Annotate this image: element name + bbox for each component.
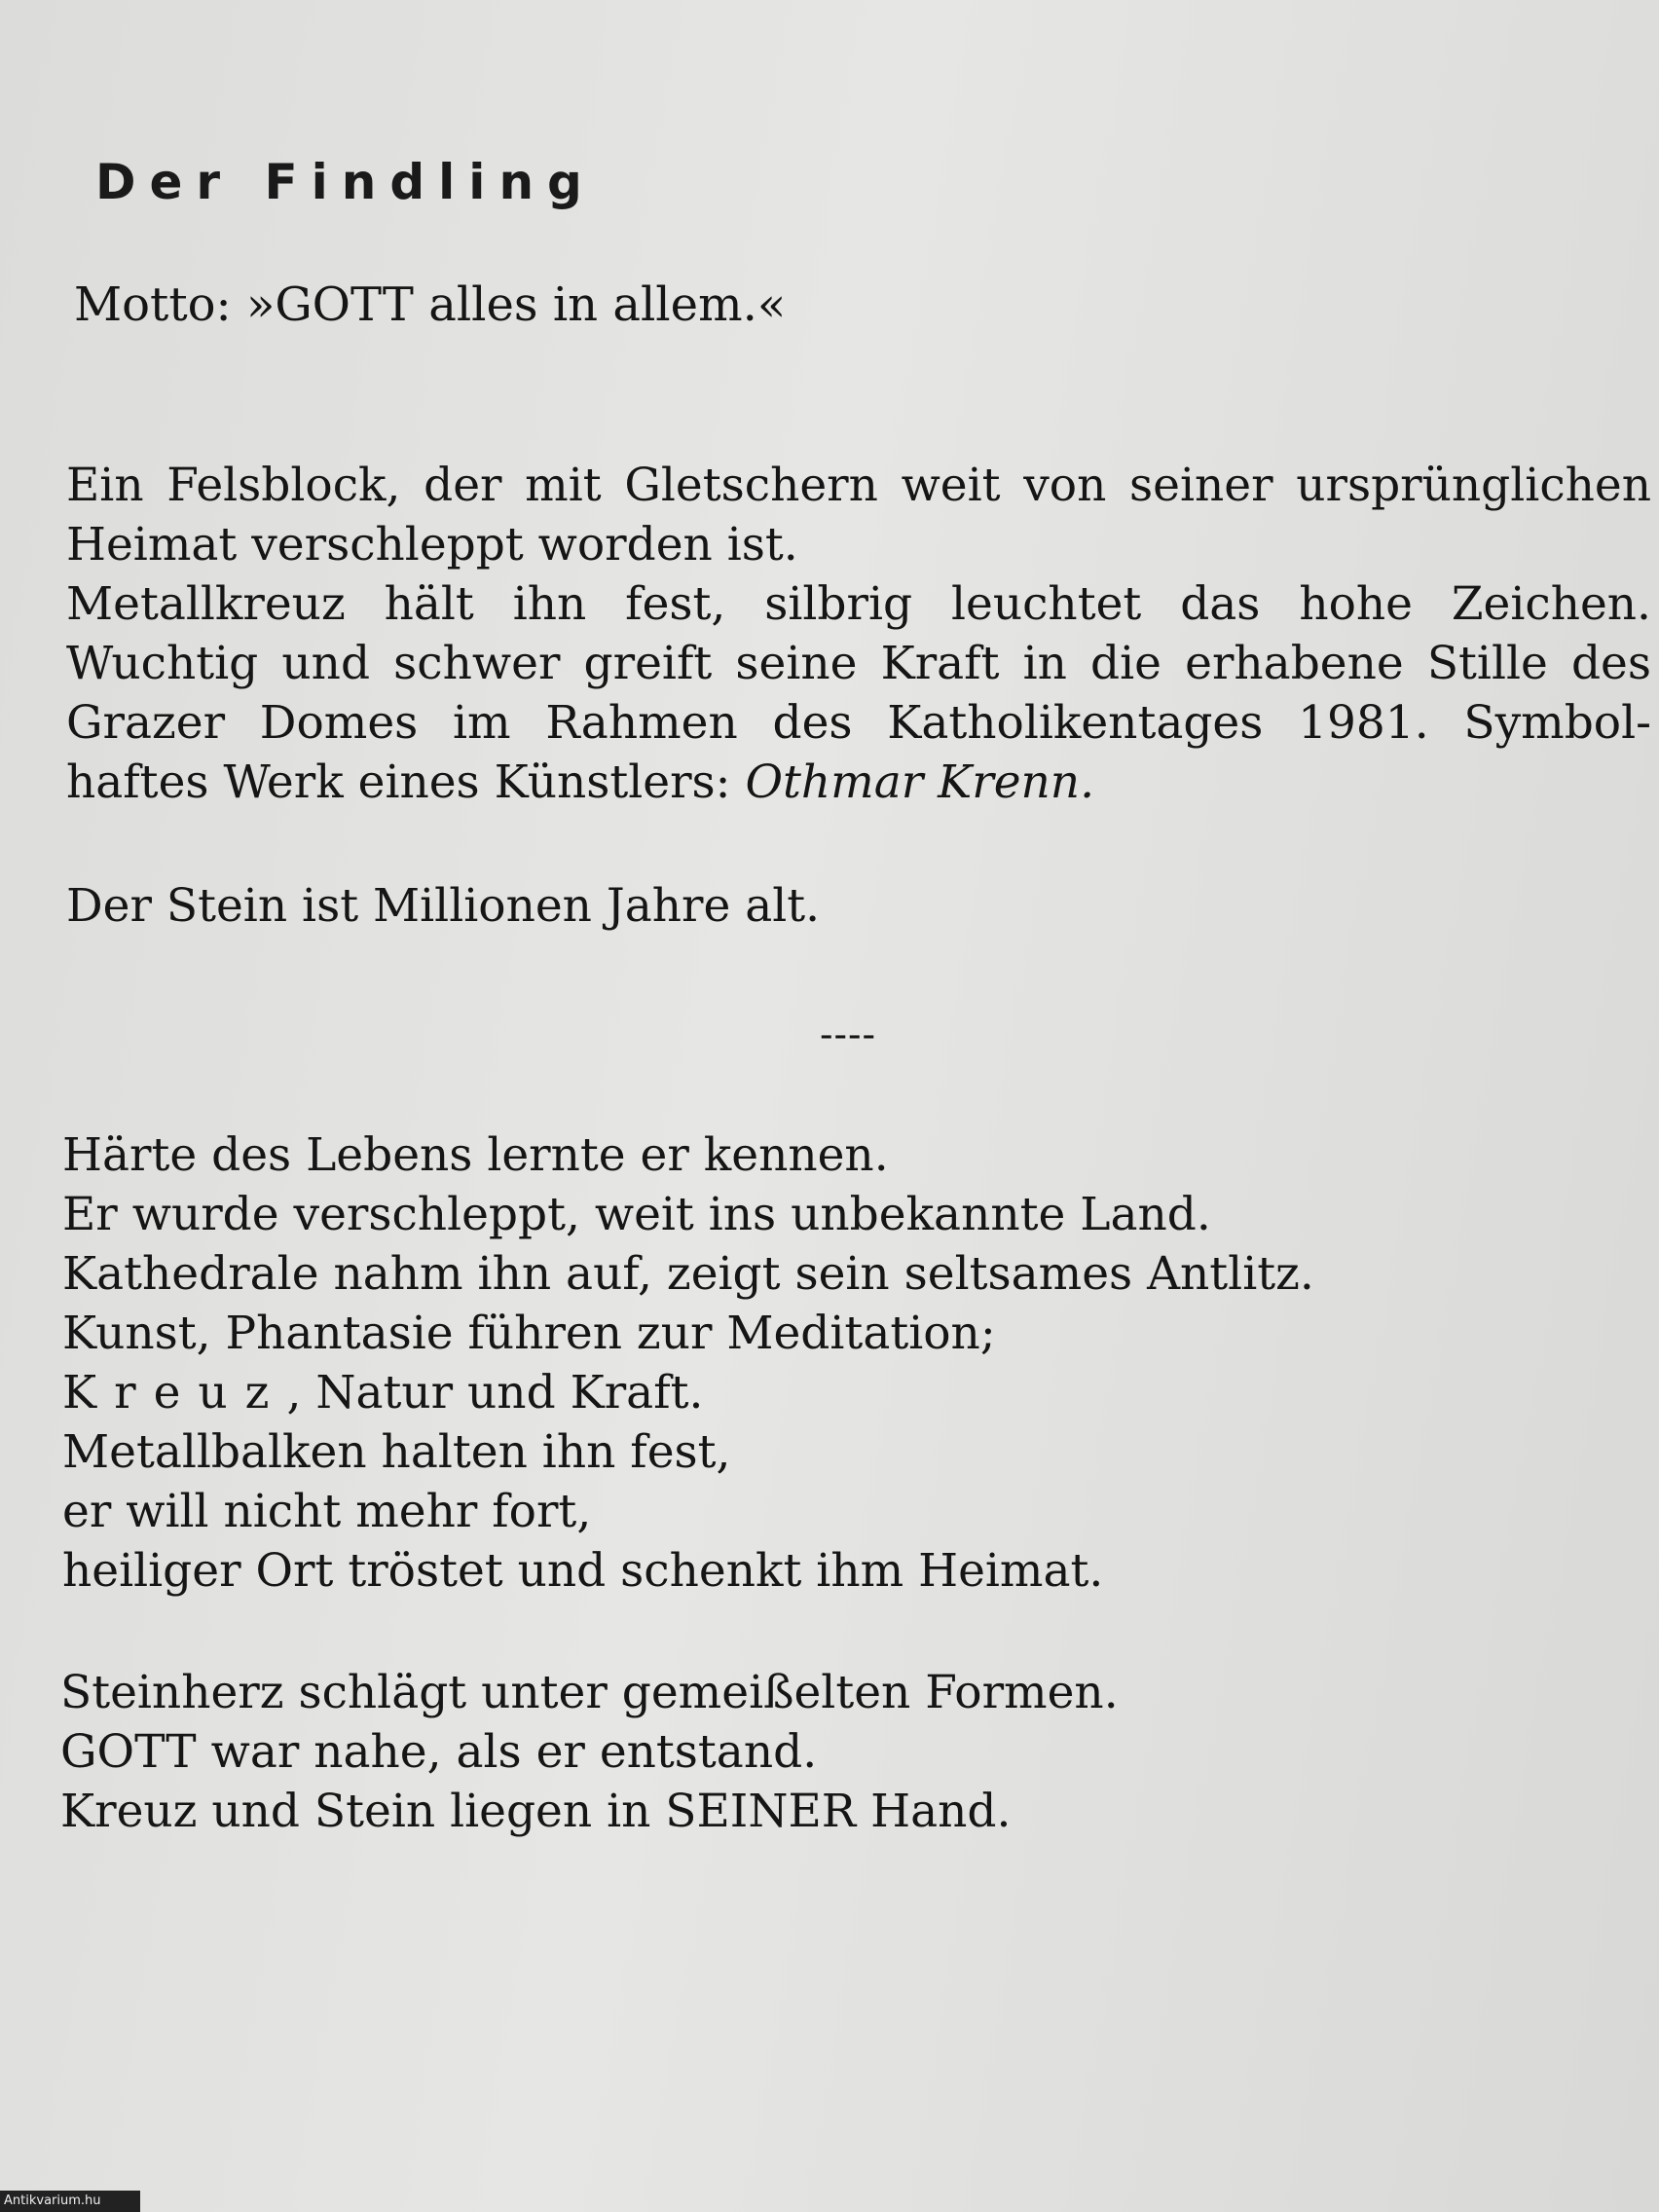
poem-stanza-1	[62, 1125, 1647, 1601]
intro-line: Grazer Domes im Rahmen des Katholikentages 1981. Symbol-	[66, 696, 1651, 750]
intro-line: Ein Felsblock, der mit Gletschern weit von seiner ursprünglichen	[66, 459, 1651, 512]
stanza-line: heiliger Ort tröstet und schenkt ihm Heimat.	[62, 1544, 1104, 1598]
stanza-line	[62, 1363, 1647, 1422]
stanza-line: Härte des Lebens lernte er kennen.	[62, 1128, 889, 1182]
poem-title: Der Findling	[95, 154, 596, 210]
stanza-line: Kathedrale nahm ihn auf, zeigt sein seltsames Antlitz.	[62, 1247, 1314, 1301]
stone-age-paragraph	[66, 876, 1651, 936]
motto: Motto: »GOTT alles in allem.«	[74, 277, 787, 332]
artist-name: Othmar Krenn.	[745, 756, 1095, 809]
section-separator: ----	[820, 1013, 877, 1057]
stone-age-line: Der Stein ist Millionen Jahre alt.	[66, 879, 821, 933]
stanza-line-rest: , Natur und Kraft.	[286, 1366, 704, 1419]
intro-paragraph	[66, 456, 1651, 812]
stanza-line: GOTT war nahe, als er entstand.	[60, 1725, 818, 1779]
watermark-footer: Antikvarium.hu	[0, 2191, 140, 2212]
spaced-word: Kreuz	[62, 1366, 287, 1419]
intro-line: Metallkreuz hält ihn fest, silbrig leuchtet das hohe Zeichen.	[66, 577, 1651, 631]
stanza-line: er will nicht mehr fort,	[62, 1485, 592, 1538]
stanza-line: Kreuz und Stein liegen in SEINER Hand.	[60, 1785, 1012, 1838]
intro-line: Heimat verschleppt worden ist.	[66, 518, 798, 571]
stanza-line: Er wurde verschleppt, weit ins unbekannte Land.	[62, 1188, 1211, 1241]
intro-last-line-prefix: haftes Werk eines Künstlers:	[66, 756, 746, 809]
stanza-line: Kunst, Phantasie führen zur Meditation;	[62, 1307, 996, 1360]
poem-stanza-2	[60, 1663, 1645, 1841]
stanza-line: Steinherz schlägt unter gemeißelten Formen.	[60, 1666, 1119, 1719]
stanza-line: Metallbalken halten ihn fest,	[62, 1425, 731, 1479]
intro-line: Wuchtig und schwer greift seine Kraft in die erhabene Stille des	[66, 637, 1651, 690]
intro-last-line	[66, 753, 1651, 812]
